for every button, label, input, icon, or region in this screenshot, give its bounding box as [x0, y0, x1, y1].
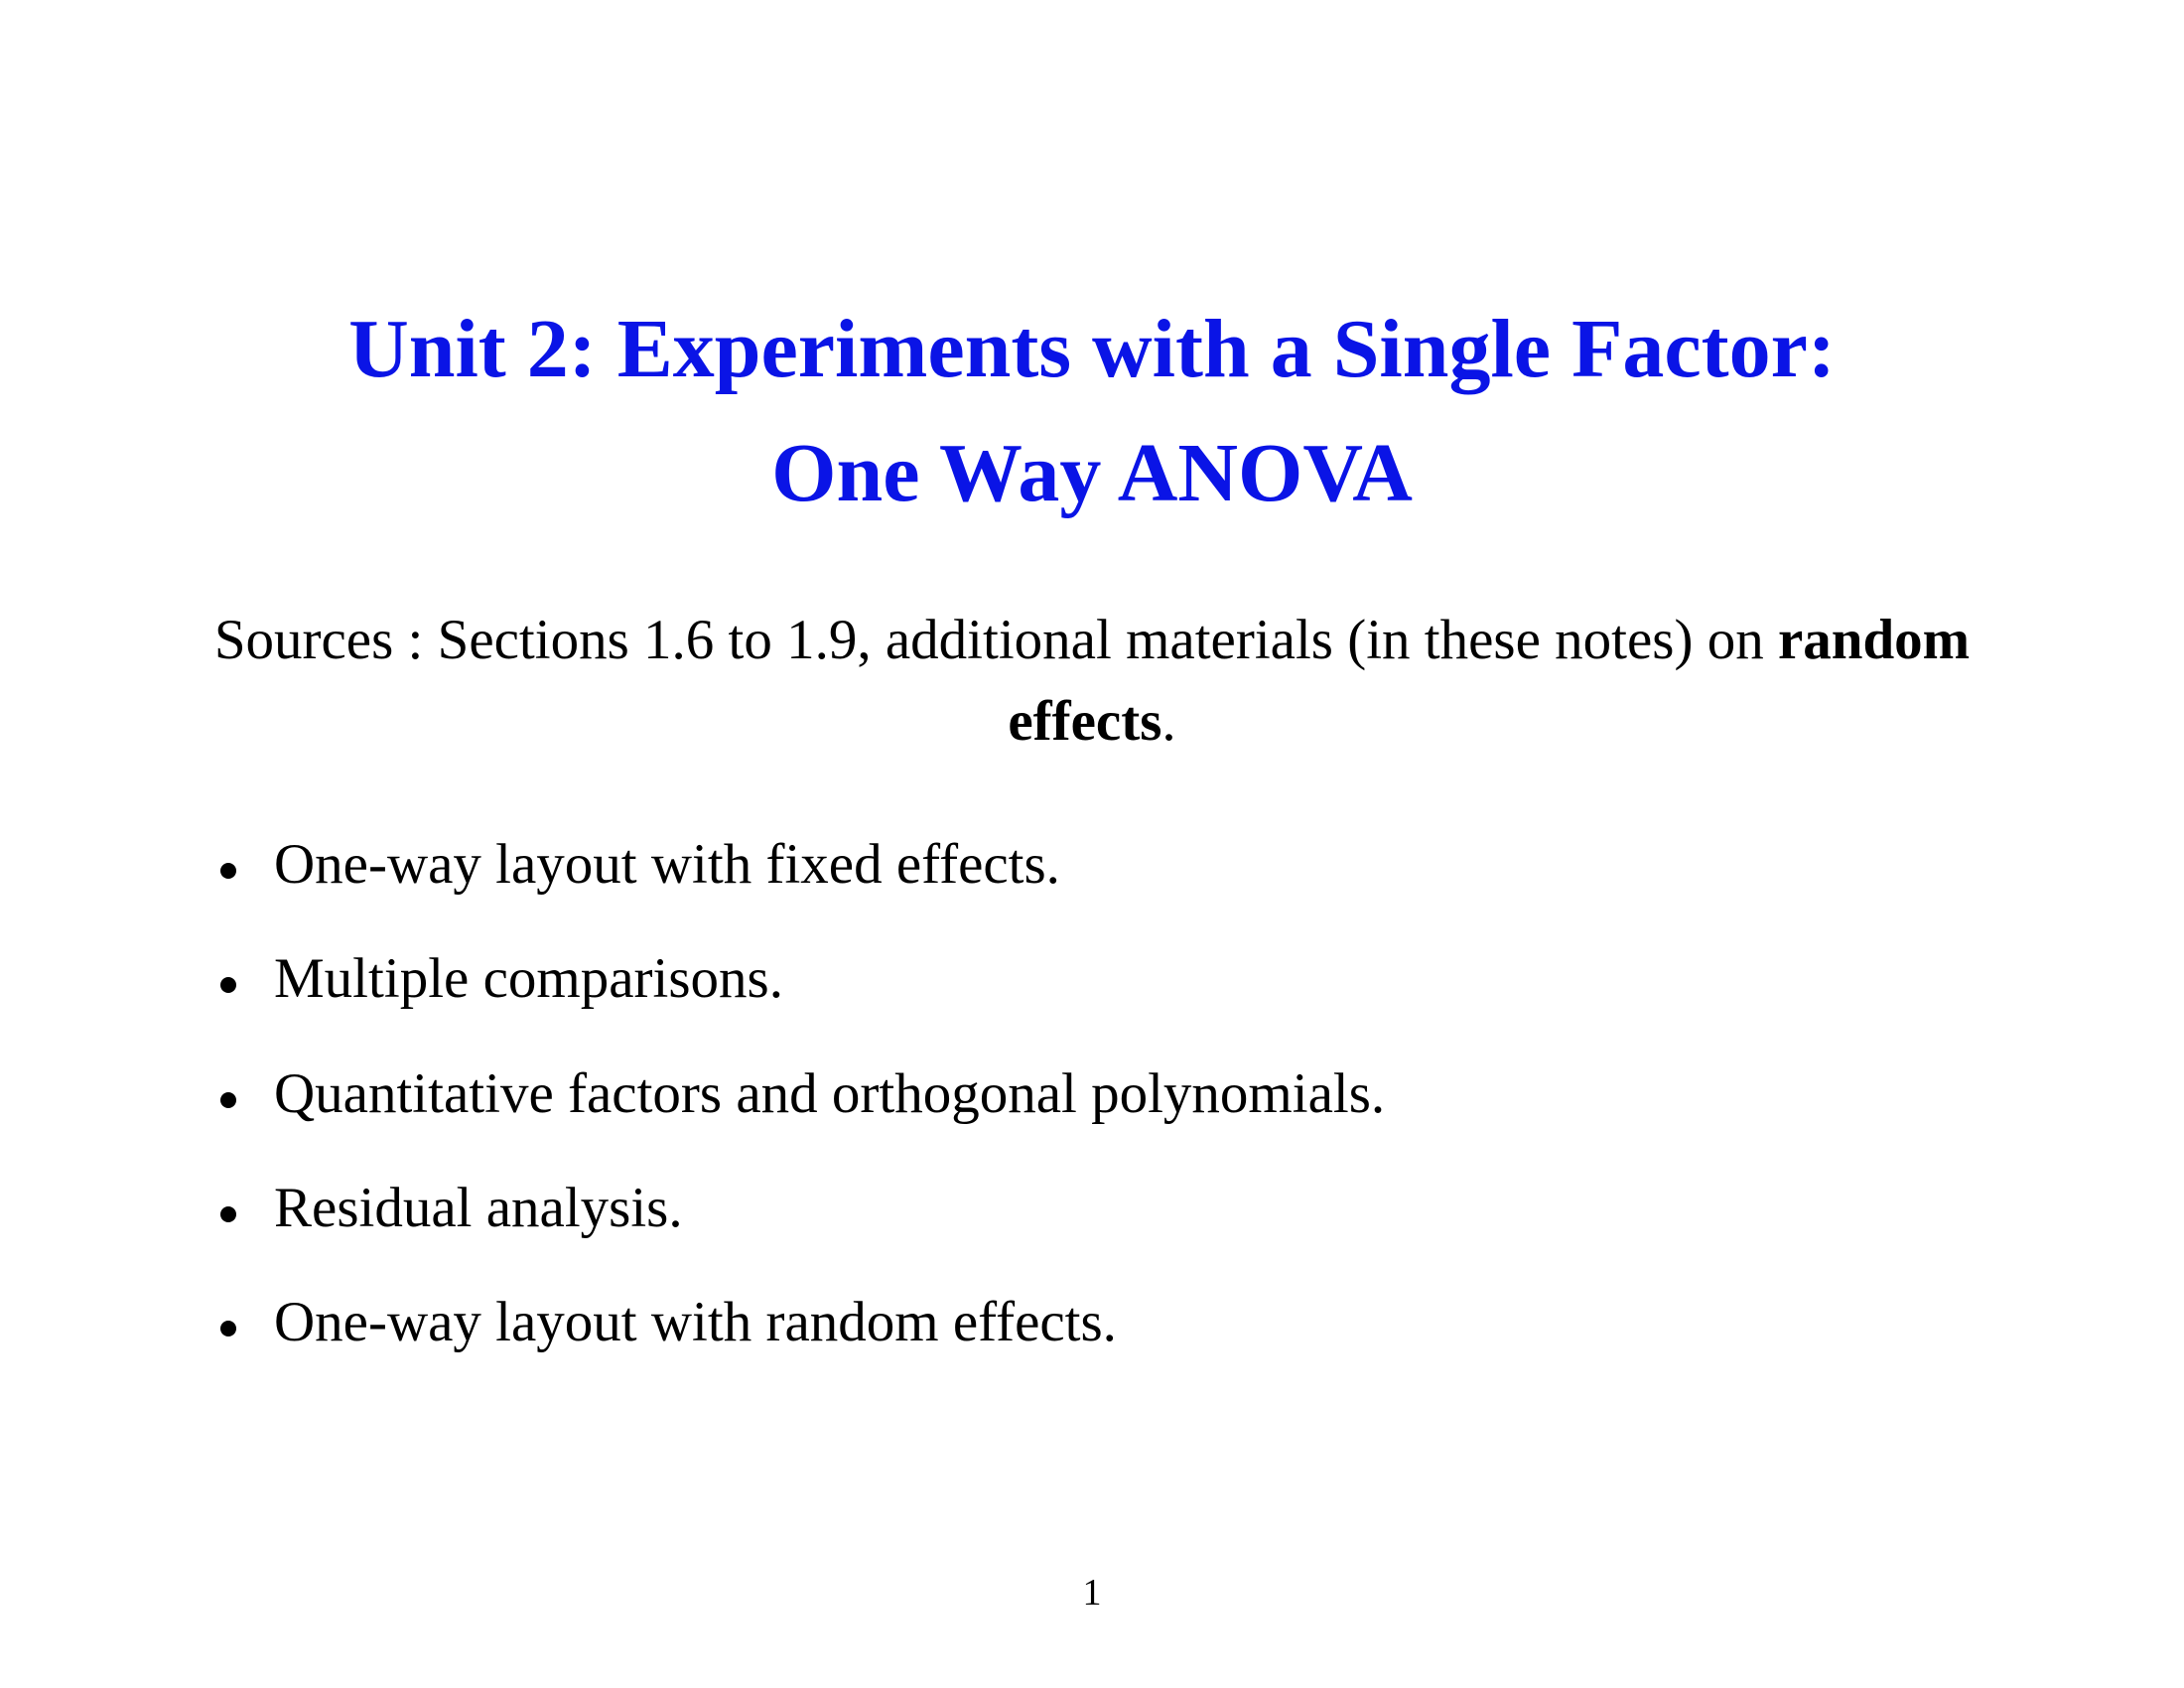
list-item-text: One-way layout with fixed effects.: [274, 833, 1060, 896]
page-title-line-1: Unit 2: Experiments with a Single Factor:: [348, 303, 1836, 395]
page-number: 1: [1082, 1572, 1102, 1614]
list-item-text: Residual analysis.: [274, 1177, 683, 1239]
bullet-icon: [220, 977, 236, 993]
sources-bold-effects: effects: [1008, 690, 1162, 753]
list-item-text: One-way layout with random effects.: [274, 1291, 1117, 1353]
sources-bold-random: random: [1777, 609, 1971, 671]
bullet-icon: [220, 1321, 236, 1336]
list-item-text: Multiple comparisons.: [274, 947, 783, 1010]
page-title-line-2: One Way ANOVA: [771, 427, 1413, 519]
sources-text: Sources : Sections 1.6 to 1.9, additional materials (in these notes) on: [213, 609, 1778, 671]
bullet-icon: [220, 1092, 236, 1108]
sources-paragraph: [199, 600, 1985, 763]
sources-period: .: [1161, 690, 1176, 753]
bullet-icon: [220, 863, 236, 879]
list-item-text: Quantitative factors and orthogonal polynomials.: [274, 1062, 1386, 1125]
bullet-icon: [220, 1206, 236, 1222]
